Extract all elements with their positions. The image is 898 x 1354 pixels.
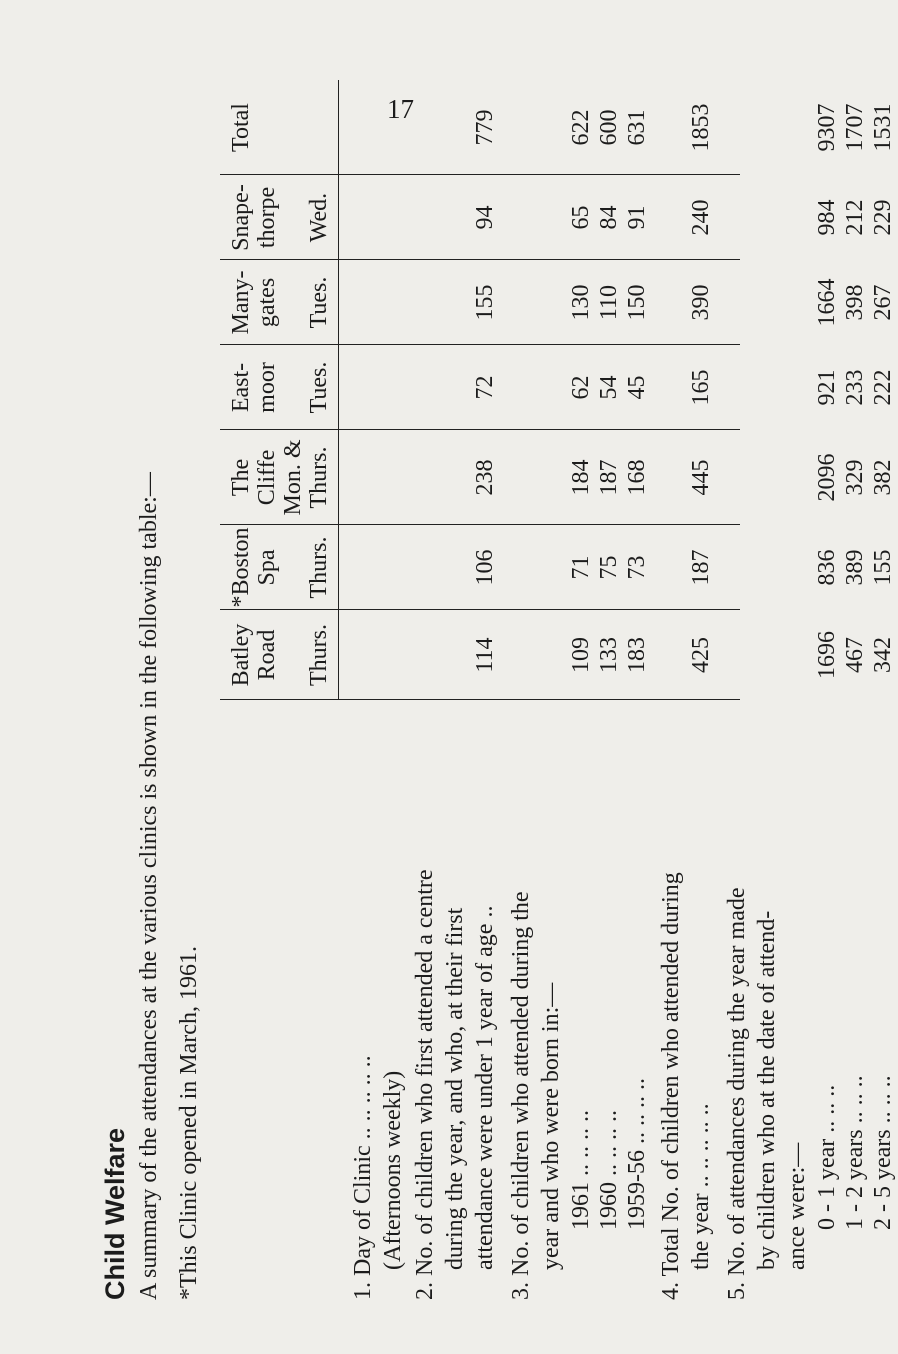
row-sublabel-afternoons: (Afternoons weekly) [380, 1070, 406, 1270]
cell: 921 [814, 369, 840, 406]
cell: 72 [472, 375, 498, 400]
cell: 267 [870, 284, 896, 321]
cell: 1696 [814, 631, 840, 679]
cell: 600 [596, 109, 622, 146]
cell: 238 [472, 459, 498, 496]
cell: 389 [842, 549, 868, 586]
footnote: *This Clinic opened in March, 1961. [176, 946, 202, 1300]
attendance-table [220, 80, 740, 1300]
cell: 1853 [688, 103, 714, 152]
cell: 71 [568, 555, 594, 580]
row-label-total-children-1: 4. Total No. of children who attended during [658, 872, 684, 1300]
intro-text: A summary of the attendances at the various clinics is shown in the following table:— [136, 472, 162, 1300]
cell: 1531 [870, 103, 896, 152]
cell: 467 [842, 637, 868, 673]
cell: 9307 [814, 103, 840, 152]
cell: 398 [842, 284, 868, 321]
cell: 91 [624, 205, 650, 230]
cell: 84 [596, 205, 622, 230]
cell: 150 [624, 284, 650, 321]
rotated-page-content [100, 80, 760, 1300]
cell: 342 [870, 637, 896, 673]
cell: 779 [472, 109, 498, 146]
column-header-the-cliffe: The Cliffe Mon. & Thurs. [228, 439, 332, 516]
cell: 233 [842, 369, 868, 406]
column-header-boston-spa: *Boston Spa Thurs. [228, 527, 332, 608]
row-label-age-band: 0 - 1 year .. .. .. [814, 1084, 840, 1230]
column-header-eastmoor: East-moor Tues. [228, 361, 332, 414]
cell: 222 [870, 369, 896, 406]
cell: 229 [870, 199, 896, 236]
cell: 114 [472, 637, 498, 673]
cell: 62 [568, 375, 594, 400]
cell: 109 [568, 637, 594, 673]
cell: 165 [688, 369, 714, 406]
row-label-1960: 1960 .. .. .. .. [596, 1110, 622, 1230]
cell: 94 [472, 205, 498, 230]
row-label-attended-born-2: year and who were born in:— [538, 982, 564, 1270]
row-label-first-attended-2: during the year, and who, at their first [442, 907, 468, 1270]
cell: 984 [814, 199, 840, 236]
cell: 155 [870, 549, 896, 586]
row-label-1959-56: 1959-56 .. .. .. .. [624, 1078, 650, 1230]
page-number: 17 [387, 94, 414, 124]
row-label-1961: 1961 .. .. .. .. [568, 1110, 594, 1230]
cell: 425 [688, 637, 714, 673]
cell: 183 [624, 637, 650, 673]
cell: 65 [568, 205, 594, 230]
row-label-age-band: 1 - 2 years .. .. .. [842, 1075, 868, 1230]
column-header-manygates: Many-gates Tues. [228, 270, 332, 335]
row-label-attended-born-1: 3. No. of children who attended during the [508, 891, 534, 1300]
row-label-first-attended-3: attendance were under 1 year of age .. [472, 905, 498, 1270]
cell: 445 [688, 459, 714, 496]
cell: 110 [596, 284, 622, 321]
row-label-total-children-2: the year .. .. .. .. .. [688, 1103, 714, 1270]
cell: 1664 [814, 278, 840, 327]
row-label-first-attended-1: 2. No. of children who first attended a centre [412, 869, 438, 1300]
row-label-attendances-1: 5. No. of attendances during the year made [724, 887, 750, 1300]
column-header-total: Total [228, 103, 254, 152]
cell: 73 [624, 555, 650, 580]
cell: 106 [472, 549, 498, 586]
cell: 168 [624, 459, 650, 496]
column-header-snapethorpe: Snape-thorpe Wed. [228, 184, 332, 251]
cell: 2096 [814, 453, 840, 502]
section-title: Child Welfare [100, 1127, 130, 1300]
row-label-day-of-clinic: 1. Day of Clinic .. .. .. .. .. [350, 1055, 376, 1300]
cell: 155 [472, 284, 498, 321]
cell: 212 [842, 199, 868, 236]
cell: 54 [596, 375, 622, 400]
cell: 631 [624, 109, 650, 146]
cell: 1707 [842, 103, 868, 152]
cell: 75 [596, 555, 622, 580]
cell: 622 [568, 109, 594, 146]
cell: 240 [688, 199, 714, 236]
cell: 836 [814, 549, 840, 586]
cell: 187 [688, 549, 714, 586]
column-header-batley-road: Batley Road Thurs. [228, 623, 332, 687]
cell: 130 [568, 284, 594, 321]
row-label-attendances-3: ance were:— [784, 1142, 810, 1270]
cell: 184 [568, 459, 594, 496]
row-label-age-band: 2 - 5 years .. .. .. [870, 1075, 896, 1230]
cell: 187 [596, 459, 622, 496]
cell: 382 [870, 459, 896, 496]
cell: 329 [842, 459, 868, 496]
row-label-attendances-2: by children who at the date of attend- [754, 910, 780, 1270]
cell: 133 [596, 637, 622, 673]
cell: 390 [688, 284, 714, 321]
cell: 45 [624, 375, 650, 400]
header-rule [338, 80, 339, 700]
